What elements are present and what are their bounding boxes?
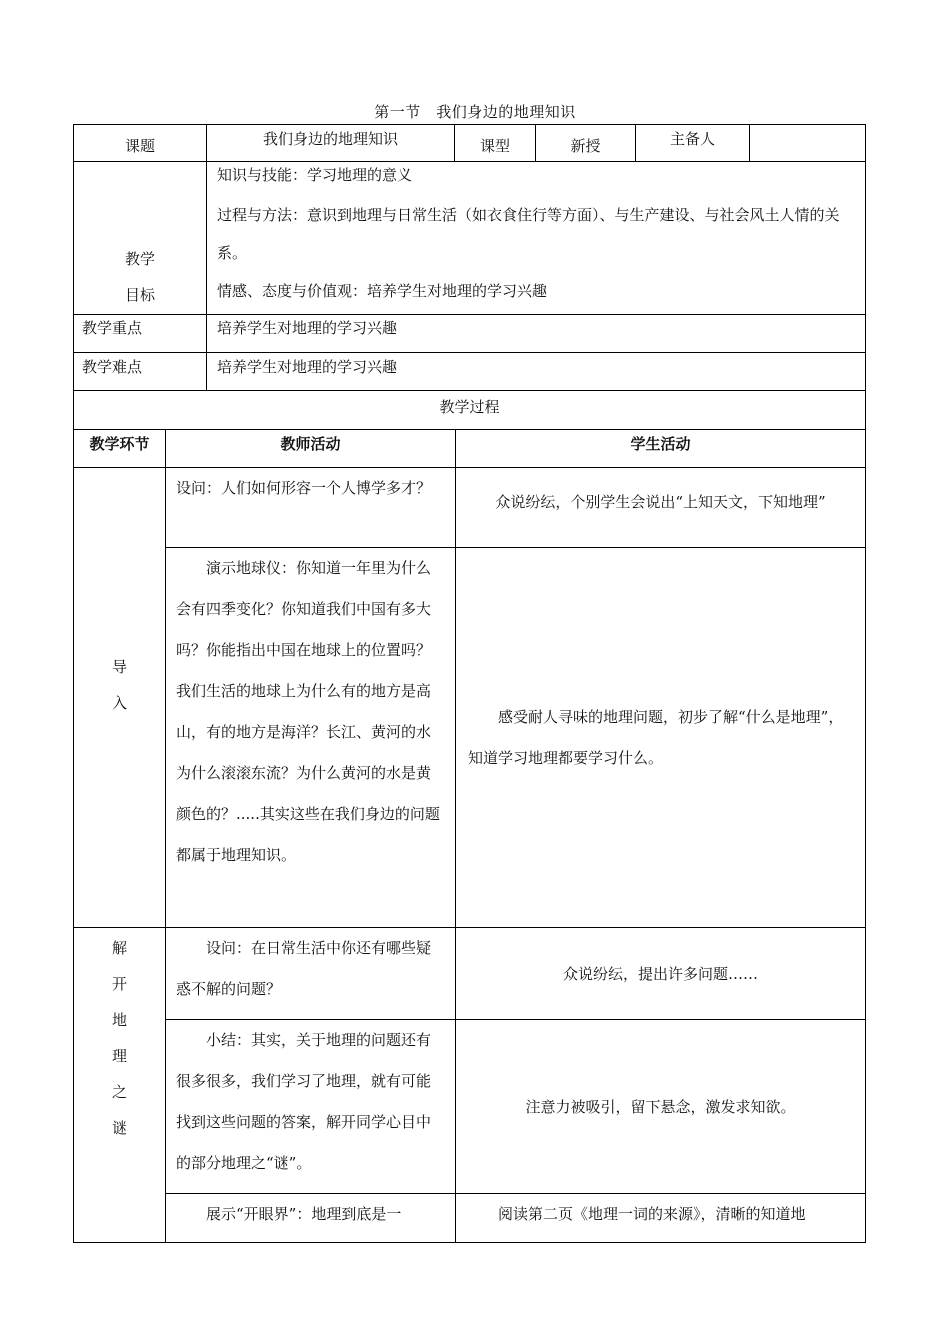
student-activity: 阅读第二页《地理一词的来源》，清晰的知道地 xyxy=(456,1194,866,1243)
student-activity: 众说纷纭，个别学生会说出“上知天文，下知地理” xyxy=(456,468,866,548)
teacher-activity: 小结：其实，关于地理的问题还有很多很多，我们学习了地理，就有可能找到这些问题的答案，解开同学心目中的部分地理之“谜”。 xyxy=(166,1020,456,1194)
column-header-stage: 教学环节 xyxy=(74,430,166,468)
difficulty-label: 教学难点 xyxy=(74,353,207,391)
stage-intro xyxy=(74,468,166,928)
topic-value: 我们身边的地理知识 xyxy=(207,125,455,162)
student-activity: 众说纷纭，提出许多问题…… xyxy=(456,928,866,1020)
page-title: 第一节 我们身边的地理知识 xyxy=(374,103,576,121)
objectives-label xyxy=(74,162,207,315)
stage-solve-mystery xyxy=(74,928,166,1243)
type-value: 新授 xyxy=(536,125,636,162)
preparer-value xyxy=(750,125,866,162)
preparer-label: 主备人 xyxy=(636,125,750,162)
teacher-activity: 设问：人们如何形容一个人博学多才？ xyxy=(166,468,456,548)
column-header-teacher: 教师活动 xyxy=(166,430,456,468)
teacher-activity: 演示地球仪：你知道一年里为什么会有四季变化？你知道我们中国有多大吗？你能指出中国在地球上的位置吗？我们生活的地球上为什么有的地方是高山，有的地方是海洋？长江、黄河的水为什么滚滚东流？为什么黄河的水是黄颜色的？.....其实这些在我们身边的问题都属于地理知识。 xyxy=(166,548,456,928)
objective-process: 过程与方法：意识到地理与日常生活（如衣食住行等方面）、与生产建设、与社会风土人情的关系。 xyxy=(217,206,840,262)
objectives-content xyxy=(207,162,866,315)
objective-knowledge: 知识与技能：学习地理的意义 xyxy=(217,166,413,184)
column-header-student: 学生活动 xyxy=(456,430,866,468)
difficulty-value: 培养学生对地理的学习兴趣 xyxy=(207,353,866,391)
lesson-info-table xyxy=(73,124,866,430)
stage-solve-mystery-label: 解 开 地 理 之 谜 xyxy=(111,939,127,1137)
objectives-label-line2: 目标 xyxy=(124,286,155,304)
student-activity: 注意力被吸引，留下悬念，激发求知欲。 xyxy=(456,1020,866,1194)
objectives-label-line1: 教学 xyxy=(124,250,155,268)
key-point-label: 教学重点 xyxy=(74,315,207,353)
teacher-activity: 设问：在日常生活中你还有哪些疑惑不解的问题？ xyxy=(166,928,456,1020)
topic-label: 课题 xyxy=(74,125,207,162)
type-label: 课型 xyxy=(455,125,536,162)
teacher-activity: 展示“开眼界”：地理到底是一 xyxy=(166,1194,456,1243)
stage-intro-label: 导 入 xyxy=(111,657,127,712)
process-title: 教学过程 xyxy=(74,391,866,430)
objective-attitude: 情感、态度与价值观：培养学生对地理的学习兴趣 xyxy=(217,282,548,300)
student-activity: 感受耐人寻味的地理问题，初步了解“什么是地理”，知道学习地理都要学习什么。 xyxy=(456,548,866,928)
teaching-process-table xyxy=(73,429,866,1243)
key-point-value: 培养学生对地理的学习兴趣 xyxy=(207,315,866,353)
